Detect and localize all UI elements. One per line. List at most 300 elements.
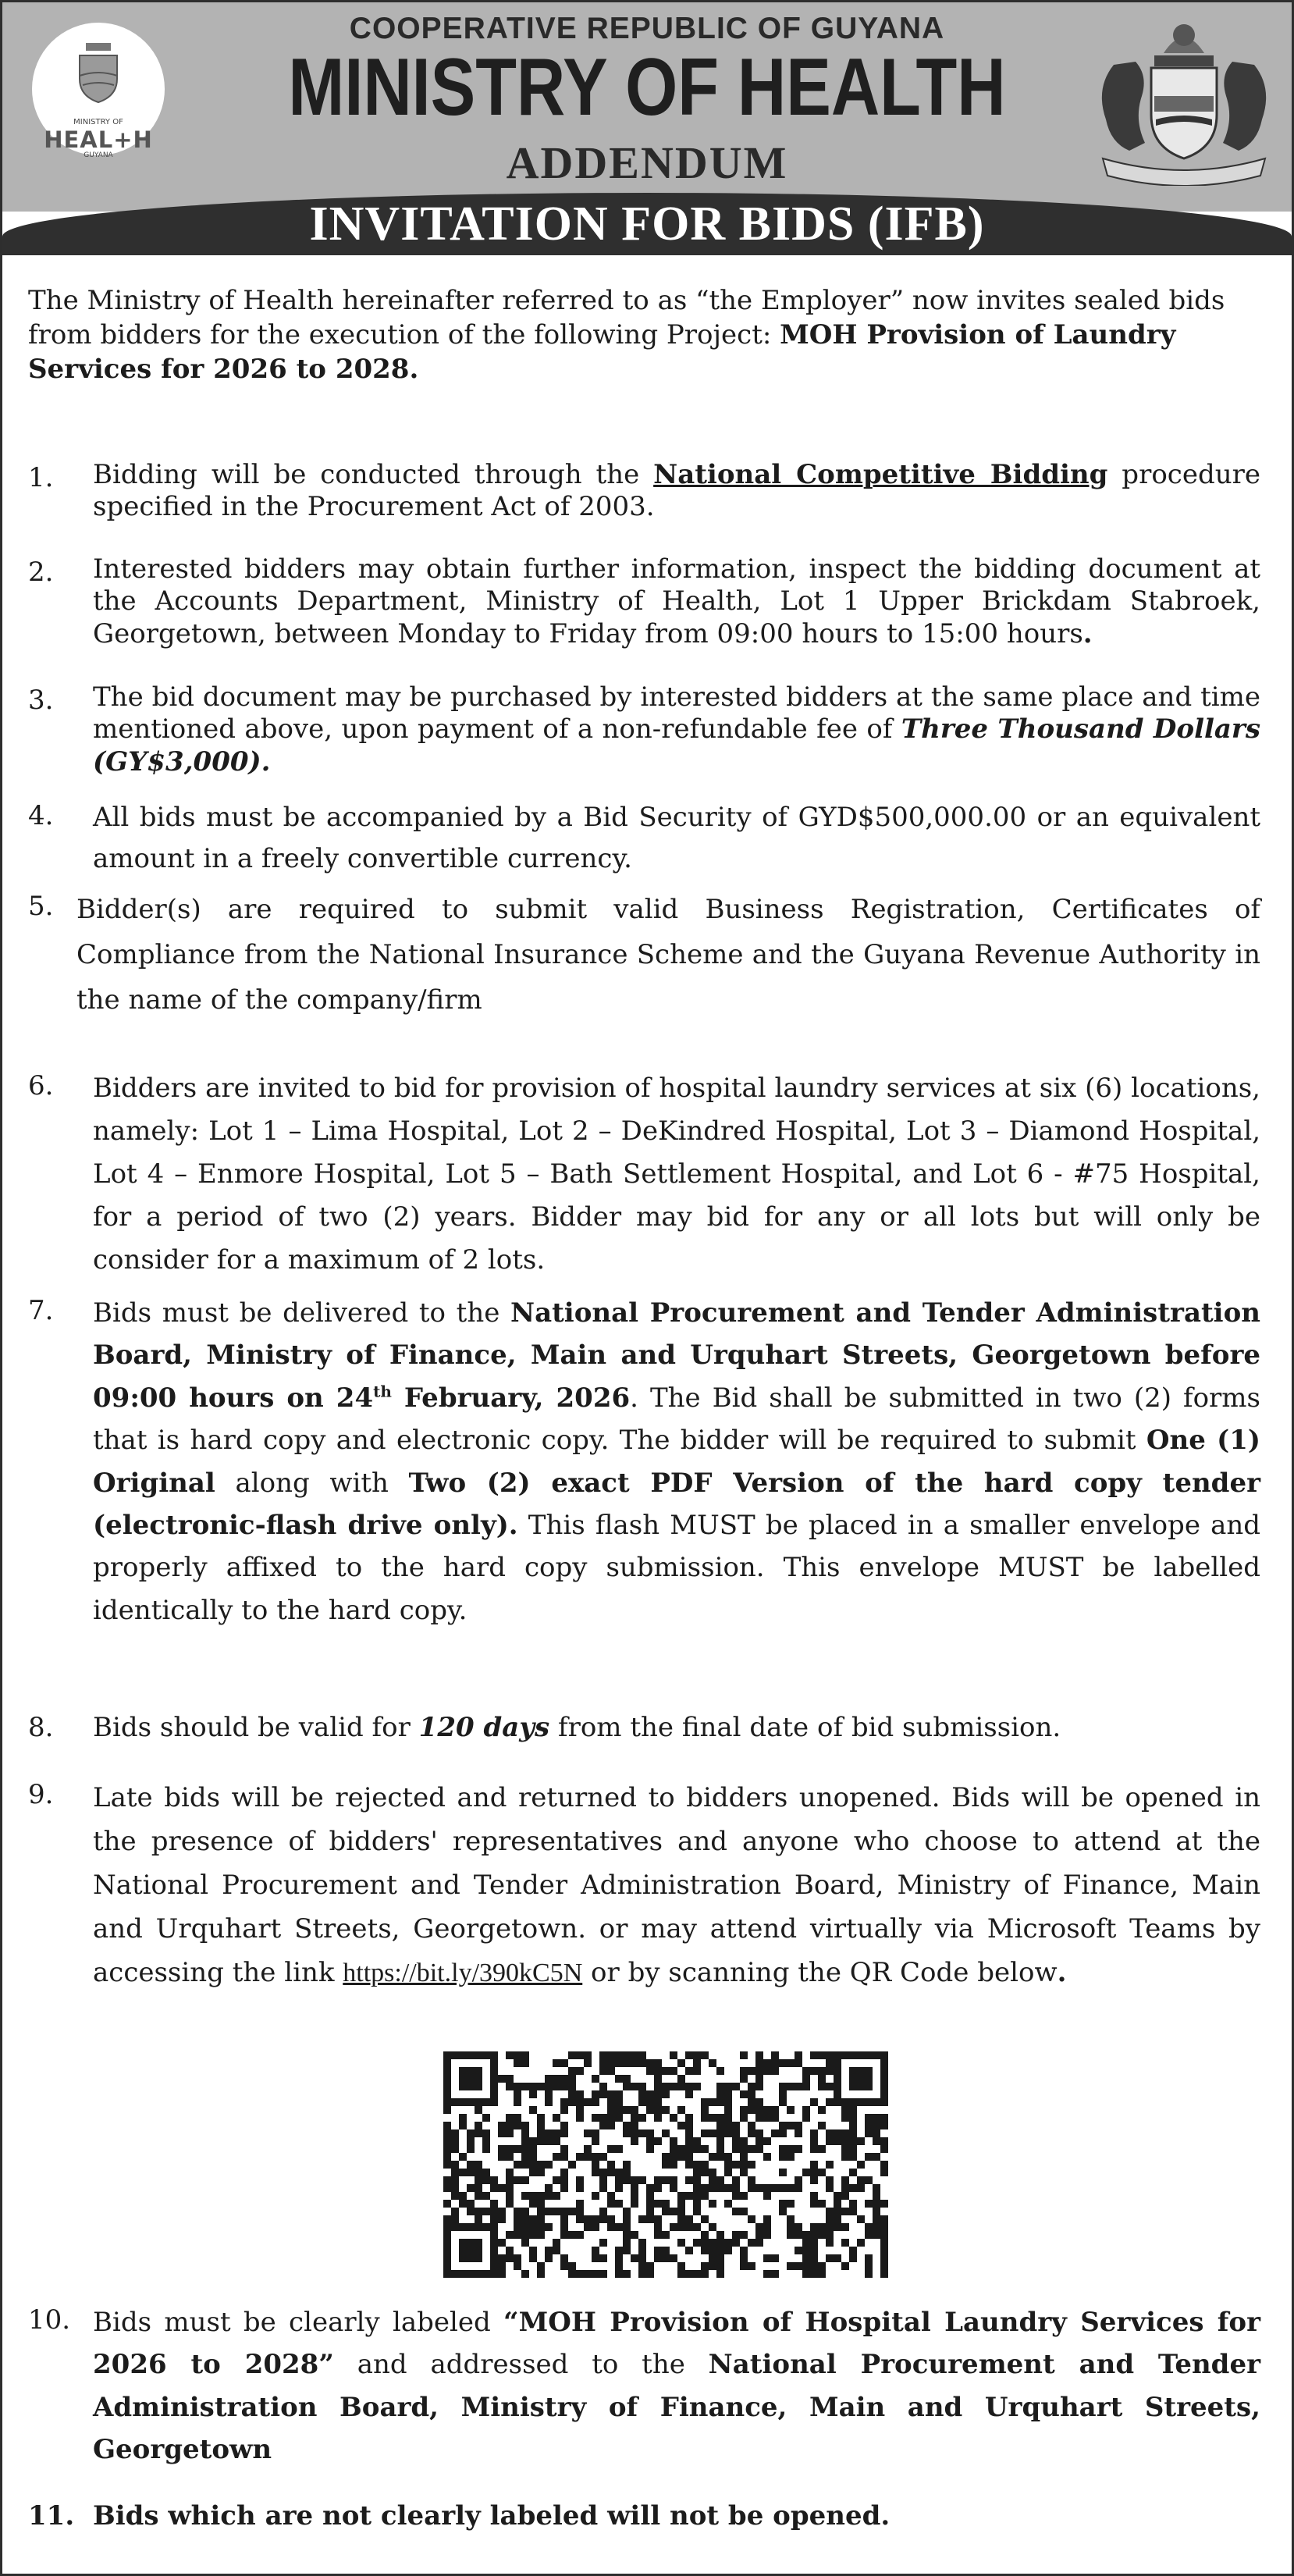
qr-module <box>865 2262 873 2270</box>
logo-text-ministry-of: MINISTRY OF <box>73 118 123 126</box>
qr-module <box>482 2223 490 2231</box>
qr-module <box>615 2169 623 2176</box>
qr-module <box>654 2098 662 2106</box>
item-text: . The Bid shall be submitted in two (2) forms that is hard copy and electronic copy. The bidder will be required to submit <box>93 1382 1260 1457</box>
qr-module <box>795 2223 802 2231</box>
qr-module <box>576 2215 584 2223</box>
qr-module <box>623 2169 631 2176</box>
item-text: Bids must be clearly labeled <box>93 2307 504 2338</box>
qr-module <box>646 2270 654 2278</box>
qr-module <box>646 2059 654 2067</box>
qr-module <box>615 2200 623 2208</box>
qr-module <box>818 2169 826 2176</box>
qr-module <box>529 2083 537 2090</box>
qr-module <box>631 2129 638 2137</box>
qr-module <box>521 2215 529 2223</box>
qr-module <box>670 2153 677 2161</box>
qr-module <box>553 2137 560 2145</box>
qr-module <box>818 2083 826 2090</box>
item-number: 11. <box>28 2500 75 2532</box>
qr-module <box>475 2184 482 2192</box>
list-item-1 <box>28 459 1260 524</box>
qr-module <box>498 2215 506 2223</box>
qr-module <box>818 2122 826 2129</box>
qr-module <box>779 2153 787 2161</box>
qr-module <box>646 2192 654 2200</box>
qr-module <box>880 2059 888 2067</box>
qr-module <box>467 2075 475 2083</box>
qr-module <box>467 2200 475 2208</box>
qr-module <box>537 2262 545 2270</box>
qr-module <box>849 2169 857 2176</box>
qr-module <box>482 2169 490 2176</box>
qr-module <box>748 2145 755 2153</box>
qr-module <box>763 2254 771 2262</box>
item-text: along with <box>215 1467 409 1499</box>
qr-module <box>716 2262 724 2270</box>
qr-module <box>771 2051 779 2059</box>
qr-module <box>576 2051 584 2059</box>
item-number: 7. <box>28 1295 54 1326</box>
qr-module <box>529 2090 537 2098</box>
qr-module <box>467 2247 475 2254</box>
qr-module <box>755 2098 763 2106</box>
qr-module <box>818 2262 826 2270</box>
qr-module <box>490 2075 498 2083</box>
qr-code[interactable] <box>443 2051 888 2282</box>
qr-module <box>490 2067 498 2075</box>
qr-module <box>514 2098 521 2106</box>
qr-module <box>623 2208 631 2215</box>
qr-module <box>459 2223 467 2231</box>
qr-module <box>443 2200 451 2208</box>
qr-module <box>506 2247 514 2254</box>
qr-module <box>545 2192 553 2200</box>
qr-module <box>451 2098 459 2106</box>
qr-module <box>490 2262 498 2270</box>
qr-module <box>638 2051 646 2059</box>
qr-module <box>685 2176 693 2184</box>
logo-text-guyana: GUYANA <box>84 151 113 159</box>
qr-module <box>802 2262 810 2270</box>
qr-module <box>560 2145 568 2153</box>
qr-module <box>779 2169 787 2176</box>
item-number: 1. <box>28 462 54 493</box>
item-emphasis: . <box>1082 617 1093 649</box>
qr-module <box>506 2114 514 2122</box>
qr-module <box>584 2270 592 2278</box>
qr-module <box>599 2067 607 2075</box>
qr-module <box>654 2114 662 2122</box>
qr-module <box>709 2176 716 2184</box>
qr-module <box>490 2184 498 2192</box>
qr-module <box>677 2083 685 2090</box>
qr-module <box>615 2090 623 2098</box>
qr-module <box>654 2176 662 2184</box>
qr-module <box>475 2215 482 2223</box>
qr-module <box>443 2176 451 2184</box>
qr-module <box>755 2051 763 2059</box>
qr-module <box>451 2051 459 2059</box>
qr-module <box>740 2137 748 2145</box>
qr-module <box>841 2239 849 2247</box>
qr-module <box>638 2247 646 2254</box>
qr-module <box>451 2184 459 2192</box>
qr-module <box>514 2145 521 2153</box>
qr-module <box>514 2122 521 2129</box>
qr-module <box>779 2200 787 2208</box>
qr-module <box>841 2223 849 2231</box>
qr-module <box>443 2247 451 2254</box>
qr-module <box>529 2137 537 2145</box>
qr-module <box>787 2106 795 2114</box>
qr-module <box>443 2270 451 2278</box>
qr-module <box>646 2137 654 2145</box>
qr-module <box>834 2215 841 2223</box>
qr-module <box>646 2129 654 2137</box>
item-text: Bids which are not clearly labeled will not be opened. <box>93 2500 891 2532</box>
ministry-name: MINISTRY OF HEALTH <box>288 42 1006 133</box>
qr-module <box>607 2106 615 2114</box>
qr-module <box>724 2122 732 2129</box>
qr-module <box>646 2184 654 2192</box>
qr-module <box>443 2161 451 2169</box>
qr-module <box>638 2059 646 2067</box>
qr-module <box>506 2051 514 2059</box>
qr-module <box>592 2192 599 2200</box>
qr-module <box>592 2254 599 2262</box>
qr-module <box>826 2098 834 2106</box>
header <box>2 2 1292 251</box>
list-item-5 <box>28 888 1260 1023</box>
qr-module <box>584 2153 592 2161</box>
qr-module <box>841 2098 849 2106</box>
qr-module <box>670 2083 677 2090</box>
qr-module <box>670 2067 677 2075</box>
qr-module <box>615 2254 623 2262</box>
qr-module <box>709 2114 716 2122</box>
qr-module <box>873 2153 880 2161</box>
qr-module <box>545 2161 553 2169</box>
qr-module <box>662 2083 670 2090</box>
qr-module <box>451 2169 459 2176</box>
qr-module <box>849 2153 857 2161</box>
qr-module <box>880 2161 888 2169</box>
qr-module <box>709 2223 716 2231</box>
qr-module <box>482 2098 490 2106</box>
qr-module <box>724 2083 732 2090</box>
qr-module <box>623 2106 631 2114</box>
qr-module <box>592 2129 599 2137</box>
qr-module <box>592 2223 599 2231</box>
teams-link[interactable]: https://bit.ly/390kC5N <box>343 1959 583 1988</box>
qr-module <box>475 2192 482 2200</box>
qr-module <box>459 2239 467 2247</box>
qr-module <box>599 2270 607 2278</box>
qr-module <box>459 2153 467 2161</box>
qr-module <box>490 2059 498 2067</box>
qr-module <box>638 2254 646 2262</box>
qr-module <box>763 2192 771 2200</box>
qr-module <box>560 2153 568 2161</box>
qr-module <box>865 2270 873 2278</box>
qr-module <box>592 2215 599 2223</box>
qr-module <box>693 2169 701 2176</box>
qr-module <box>779 2090 787 2098</box>
qr-module <box>521 2270 529 2278</box>
qr-module <box>701 2239 709 2247</box>
qr-module <box>834 2254 841 2262</box>
qr-module <box>576 2231 584 2239</box>
qr-module <box>834 2098 841 2106</box>
qr-module <box>732 2145 740 2153</box>
qr-module <box>662 2153 670 2161</box>
qr-module <box>646 2106 654 2114</box>
qr-module <box>599 2090 607 2098</box>
qr-module <box>537 2169 545 2176</box>
qr-module <box>514 2090 521 2098</box>
qr-module <box>802 2169 810 2176</box>
qr-module <box>662 2129 670 2137</box>
qr-module <box>646 2090 654 2098</box>
qr-module <box>654 2254 662 2262</box>
qr-module <box>724 2114 732 2122</box>
qr-module <box>459 2247 467 2254</box>
qr-module <box>506 2129 514 2137</box>
qr-module <box>849 2098 857 2106</box>
qr-module <box>795 2184 802 2192</box>
qr-module <box>615 2262 623 2270</box>
qr-module <box>841 2262 849 2270</box>
qr-module <box>459 2114 467 2122</box>
qr-module <box>740 2247 748 2254</box>
qr-module <box>802 2075 810 2083</box>
qr-module <box>755 2145 763 2153</box>
qr-module <box>873 2114 880 2122</box>
item-superscript: th <box>373 1382 392 1401</box>
qr-module <box>857 2137 865 2145</box>
item-text: Interested bidders may obtain further information, inspect the bidding document at the Accounts Department, Ministry of Health, Lot 1 Upper Brickdam Stabroek, Georgetown, between Monday to Friday from 09:00 hours to 15:00 hours <box>93 553 1260 649</box>
qr-module <box>841 2129 849 2137</box>
qr-module <box>810 2223 818 2231</box>
qr-module <box>514 2083 521 2090</box>
qr-module <box>779 2208 787 2215</box>
qr-module <box>521 2231 529 2239</box>
qr-module <box>826 2051 834 2059</box>
qr-module <box>693 2145 701 2153</box>
qr-module <box>740 2262 748 2270</box>
qr-module <box>662 2067 670 2075</box>
qr-module <box>638 2090 646 2098</box>
qr-module <box>576 2270 584 2278</box>
qr-module <box>560 2223 568 2231</box>
qr-module <box>467 2137 475 2145</box>
qr-module <box>670 2223 677 2231</box>
qr-module <box>826 2215 834 2223</box>
qr-module <box>826 2059 834 2067</box>
qr-module <box>693 2067 701 2075</box>
qr-module <box>443 2059 451 2067</box>
qr-module <box>514 2059 521 2067</box>
qr-module <box>615 2051 623 2059</box>
qr-module <box>607 2161 615 2169</box>
qr-module <box>459 2067 467 2075</box>
qr-module <box>810 2129 818 2137</box>
qr-module <box>506 2083 514 2090</box>
qr-module <box>771 2067 779 2075</box>
qr-module <box>537 2161 545 2169</box>
qr-module <box>724 2106 732 2114</box>
qr-module <box>802 2083 810 2090</box>
qr-module <box>607 2059 615 2067</box>
qr-module <box>545 2090 553 2098</box>
qr-module <box>841 2192 849 2200</box>
qr-module <box>662 2161 670 2169</box>
qr-module <box>818 2200 826 2208</box>
qr-module <box>623 2270 631 2278</box>
qr-module <box>795 2083 802 2090</box>
qr-module <box>873 2192 880 2200</box>
qr-module <box>638 2262 646 2270</box>
qr-module <box>795 2262 802 2270</box>
qr-module <box>475 2122 482 2129</box>
item-number: 8. <box>28 1712 54 1743</box>
qr-module <box>623 2231 631 2239</box>
qr-module <box>451 2215 459 2223</box>
item-text: Bidders are invited to bid for provision of hospital laundry services at six (6) locations, namely: Lot 1 – Lima Hospital, Lot 2 – DeKindred Hospital, Lot 3 – Diamond Hospital, Lot 4 – Enmore Hospital, Lot 5 – Bath Settlement Hospital, and Lot 6 - #75 Hospital, for a period of two (2) years. Bidder may bid for any or all lots but will only be consider for a maximum of 2 lots. <box>93 1073 1260 1276</box>
qr-module <box>685 2067 693 2075</box>
qr-module <box>818 2270 826 2278</box>
qr-module <box>615 2270 623 2278</box>
qr-module <box>560 2254 568 2262</box>
qr-module <box>607 2067 615 2075</box>
qr-module <box>545 2208 553 2215</box>
qr-module <box>490 2254 498 2262</box>
qr-module <box>451 2161 459 2169</box>
addendum-title: ADDENDUM <box>506 137 788 188</box>
qr-module <box>849 2137 857 2145</box>
item-number: 3. <box>28 685 54 716</box>
qr-module <box>709 2247 716 2254</box>
qr-module <box>553 2176 560 2184</box>
qr-module <box>670 2161 677 2169</box>
qr-module <box>709 2254 716 2262</box>
qr-module <box>521 2083 529 2090</box>
qr-module <box>795 2051 802 2059</box>
qr-module <box>631 2122 638 2129</box>
qr-module <box>607 2114 615 2122</box>
qr-module <box>475 2176 482 2184</box>
qr-module <box>576 2114 584 2122</box>
qr-module <box>709 2153 716 2161</box>
qr-module <box>771 2114 779 2122</box>
qr-module <box>521 2161 529 2169</box>
qr-module <box>599 2254 607 2262</box>
qr-module <box>787 2153 795 2161</box>
qr-module <box>810 2247 818 2254</box>
qr-module <box>451 2223 459 2231</box>
qr-module <box>443 2184 451 2192</box>
qr-module <box>834 2067 841 2075</box>
qr-module <box>615 2247 623 2254</box>
qr-module <box>560 2083 568 2090</box>
qr-module <box>451 2129 459 2137</box>
qr-module <box>560 2122 568 2129</box>
qr-module <box>467 2161 475 2169</box>
qr-module <box>638 2270 646 2278</box>
qr-module <box>459 2270 467 2278</box>
qr-module <box>818 2145 826 2153</box>
qr-module <box>810 2192 818 2200</box>
qr-module <box>584 2145 592 2153</box>
qr-module <box>685 2137 693 2145</box>
qr-module <box>654 2090 662 2098</box>
qr-module <box>677 2153 685 2161</box>
qr-module <box>514 2051 521 2059</box>
qr-module <box>443 2231 451 2239</box>
qr-module <box>443 2098 451 2106</box>
list-item-10 <box>28 2301 1260 2471</box>
item-text: Bidder(s) are required to submit valid Business Registration, Certificates of Compliance from the National Insurance Scheme and the Guyana Revenue Authority in the name of the company/firm <box>76 894 1260 1016</box>
qr-module <box>841 2208 849 2215</box>
qr-module <box>849 2083 857 2090</box>
qr-module <box>826 2223 834 2231</box>
qr-module <box>787 2145 795 2153</box>
qr-module <box>521 2145 529 2153</box>
qr-module <box>607 2223 615 2231</box>
qr-module <box>716 2137 724 2145</box>
qr-module <box>732 2161 740 2169</box>
qr-module <box>771 2059 779 2067</box>
item-number: 4. <box>28 800 54 831</box>
qr-module <box>873 2122 880 2129</box>
qr-module <box>584 2129 592 2137</box>
qr-module <box>529 2169 537 2176</box>
qr-module <box>802 2106 810 2114</box>
qr-module <box>849 2129 857 2137</box>
qr-module <box>506 2231 514 2239</box>
qr-module <box>506 2145 514 2153</box>
qr-module <box>475 2051 482 2059</box>
qr-module <box>576 2208 584 2215</box>
qr-module <box>623 2083 631 2090</box>
qr-module <box>490 2200 498 2208</box>
qr-module <box>763 2106 771 2114</box>
qr-module <box>482 2145 490 2153</box>
qr-module <box>826 2083 834 2090</box>
qr-module <box>693 2083 701 2090</box>
qr-module <box>748 2067 755 2075</box>
qr-module <box>615 2145 623 2153</box>
qr-module <box>795 2176 802 2184</box>
qr-module <box>498 2122 506 2129</box>
qr-module <box>451 2270 459 2278</box>
qr-module <box>646 2098 654 2106</box>
qr-module <box>521 2239 529 2247</box>
qr-module <box>795 2129 802 2137</box>
qr-module <box>592 2075 599 2083</box>
qr-module <box>685 2270 693 2278</box>
qr-module <box>568 2208 576 2215</box>
qr-module <box>490 2208 498 2215</box>
qr-module <box>545 2075 553 2083</box>
qr-module <box>748 2090 755 2098</box>
qr-module <box>514 2223 521 2231</box>
qr-module <box>810 2262 818 2270</box>
qr-module <box>826 2208 834 2215</box>
qr-module <box>724 2090 732 2098</box>
qr-module <box>849 2106 857 2114</box>
